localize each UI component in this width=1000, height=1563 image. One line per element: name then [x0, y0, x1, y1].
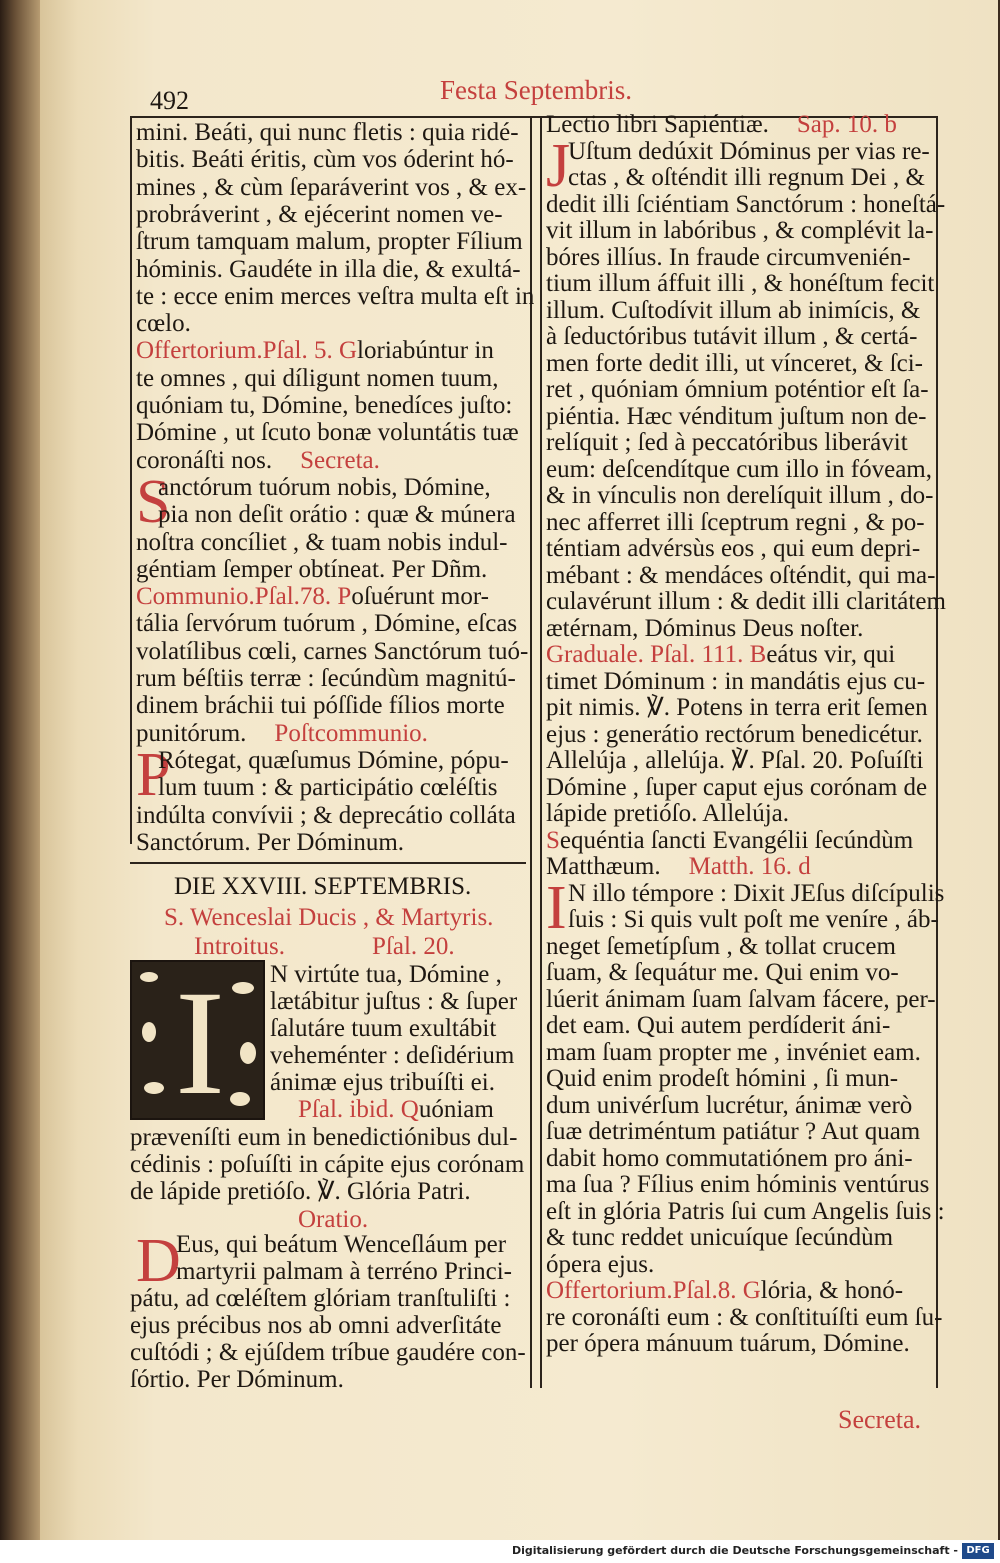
line-text: ópera ejus.: [546, 1250, 655, 1278]
line-text: piéntia. Hæc vénditum juſtum non de-: [546, 402, 927, 430]
column-line: [546, 667, 925, 696]
rubric: Communio.Pſal.78. P: [136, 583, 352, 611]
book-gutter: [0, 0, 40, 1540]
footer-bar: [0, 1540, 1000, 1563]
column-line: [546, 349, 923, 378]
column-line: [546, 110, 897, 139]
column-line: [136, 364, 498, 393]
column-line: [546, 1091, 912, 1120]
line-text: ejus : generátio rectórum benedicétur.: [546, 720, 923, 748]
feast-line: N virtúte tua, Dómine ,: [270, 961, 502, 988]
line-text: géntiam ſemper obtíneat. Per Dñm.: [136, 555, 488, 583]
drop-cap: P: [136, 740, 171, 809]
column-line: [546, 296, 920, 325]
feast-line: pátu, ad cœléſtem glóriam tranſtuliſti :: [130, 1285, 511, 1312]
line-text: noſtra concíliet , & tuam nobis indul-: [136, 528, 508, 556]
column-line: [136, 118, 519, 147]
column-line: [158, 746, 509, 775]
column-line: [546, 614, 863, 643]
line-text: anctórum tuórum nobis, Dómine,: [158, 473, 491, 501]
rubric-after: Poſtcommunio.: [274, 719, 428, 747]
ornate-initial-letter: I: [175, 960, 225, 1126]
column-line: [546, 190, 945, 219]
dfg-logo: DFG: [962, 1543, 994, 1559]
feast-line: ſalutáre tuum exultábit: [270, 1015, 497, 1042]
feast-date-heading: DIE XXVIII. SEPTEMBRIS.: [174, 873, 472, 900]
column-line: [546, 852, 811, 881]
column-line: [546, 1011, 890, 1040]
rubric: Offertorium.Pſal.8. G: [546, 1277, 761, 1304]
line-text: vit illum in labóribus , & complévit la-: [546, 217, 934, 244]
line-text: dabit homo commutatiónem pro áni-: [546, 1144, 913, 1172]
feast-line: cédinis : poſuíſti in cápite ejus corónam: [130, 1151, 525, 1178]
line-text: indúlta convívii ; & deprecátio colláta: [136, 801, 516, 829]
column-line: [546, 1170, 929, 1199]
column-line: [546, 269, 934, 298]
column-line: [546, 932, 896, 961]
column-line: [136, 391, 512, 420]
line-text: ma ſua ? Fílius enim hóminis ventúrus: [546, 1171, 930, 1198]
column-line: [136, 336, 494, 365]
line-text: coronáſti nos.: [136, 446, 273, 474]
feast-line: ejus précibus nos ab omni adverſitáte: [130, 1312, 502, 1339]
line-text: pia non deſit orátio : quæ & múnera: [158, 501, 516, 529]
column-line: [546, 773, 927, 802]
column-line: [136, 282, 534, 311]
line-text: lória, & honó-: [760, 1277, 904, 1304]
line-text: tália ſervórum tuórum , Dómine, eſcas: [136, 610, 518, 638]
column-line: [546, 402, 927, 431]
column-line: [158, 773, 498, 802]
right-column: [546, 110, 946, 1400]
column-line: [546, 746, 923, 775]
line-text: relíquit ; ſed à peccatóribus liberávit: [546, 429, 908, 456]
column-line: [546, 428, 908, 457]
introit-label: Introitus.: [194, 933, 285, 960]
column-line: [546, 1144, 913, 1173]
rubric-after: Sap. 10. b: [796, 111, 897, 138]
column-line: [136, 309, 191, 338]
column-line: [546, 1250, 654, 1279]
column-line: [546, 322, 917, 351]
column-line: [546, 243, 910, 272]
column-line: [546, 1197, 945, 1226]
rubric: Offertorium.Pſal. 5. G: [136, 337, 358, 365]
line-text: ſtrum tamquam malum, propter Fílium: [136, 228, 523, 256]
line-text: ſuæ detriméntum patiátur ? Aut quam: [546, 1118, 921, 1145]
feast-line: ánimæ ejus tribuíſti ei.: [270, 1069, 495, 1096]
column-line: [136, 801, 516, 830]
line-text: Matthæum.: [546, 853, 661, 880]
column-line: [158, 500, 516, 529]
feast-line: martyrii palmam à terréno Princi-: [176, 1258, 512, 1285]
column-line: [136, 609, 517, 638]
column-line: [136, 418, 519, 447]
line-text: te omnes , qui díligunt nomen tuum,: [136, 364, 499, 392]
line-text: mini. Beáti, qui nunc fletis : quia ridé-: [136, 119, 519, 146]
line-text: cœlo.: [136, 310, 191, 338]
psalm-ibid-rubric: Pſal. ibid. Q: [298, 1096, 419, 1123]
column-line: [136, 173, 526, 202]
column-line: [546, 1064, 898, 1093]
column-line: [546, 1329, 910, 1358]
column-line: [136, 828, 404, 857]
feast-line: ſórtio. Per Dóminum.: [130, 1366, 344, 1393]
column-line: [546, 1276, 903, 1305]
left-column: [136, 118, 535, 858]
line-text: Dómine , ut ſcuto bonæ voluntátis tuæ: [136, 419, 519, 447]
column-divider-right: [540, 116, 542, 1388]
line-text: ſuis : Si quis vult poſt me veníre , áb-: [568, 906, 939, 933]
line-text: timet Dóminum : in mandátis ejus cu-: [546, 667, 926, 695]
line-text: Lectio libri Sapiéntiæ.: [546, 111, 769, 138]
column-line: [546, 375, 929, 404]
line-text: probráverint , & ejécerint nomen ve-: [136, 200, 503, 228]
line-text: men forte dedit illi, ut vínceret, & ſci-: [546, 349, 923, 377]
line-text: punitórum.: [136, 719, 247, 747]
column-line: [568, 163, 925, 192]
line-text: eum: deſcendítque cum illo in fóveam,: [546, 455, 932, 483]
line-text: & tunc reddet unicuíque ſecúndùm: [546, 1224, 894, 1251]
line-text: rum béſtiis terræ : ſecúndùm magnitú-: [136, 665, 516, 692]
column-line: [136, 528, 507, 557]
line-text: det eam. Qui autem perdíderit áni-: [546, 1012, 891, 1039]
oratio-drop-cap: D: [136, 1227, 181, 1295]
column-line: [546, 216, 933, 245]
rubric: Graduale. Pſal. 111. B: [546, 641, 767, 668]
line-text: tium illum áffuit illi , & honéſtum fecit: [546, 270, 935, 297]
column-line: [136, 691, 505, 720]
feast-line: Eus, qui beátum Wenceſláum per: [176, 1231, 507, 1258]
line-text: mines , & cùm ſeparáverint vos , & ex-: [136, 173, 527, 201]
column-line: [136, 582, 489, 611]
catchword: Secreta.: [838, 1405, 922, 1434]
line-text: Rótegat, quæſumus Dómine, pópu-: [158, 746, 509, 774]
column-line: [546, 1117, 920, 1146]
line-text: Sanctórum. Per Dóminum.: [136, 828, 405, 856]
line-text: volatílibus cœli, carnes Sanctórum tuó-: [136, 637, 529, 665]
column-line: [158, 473, 491, 502]
column-line: [136, 664, 516, 693]
line-text: re coronáſti eum : & conſtituíſti eum ſu-: [546, 1303, 943, 1331]
column-line: [136, 637, 528, 666]
line-text: dum univérſum lucrétur, ánimæ verò: [546, 1091, 913, 1119]
line-text: téntiam advérsùs eos , qui eum depri-: [546, 535, 921, 562]
line-text: nec afferret illi ſceptrum regni , & po-: [546, 508, 925, 536]
feast-line: cuſtódi ; & ejúſdem tríbue gaudére con-: [130, 1339, 526, 1366]
column-line: [546, 958, 899, 987]
line-text: bitis. Beáti éritis, cùm vos óderint hó-: [136, 146, 514, 174]
line-text: equéntia ſancti Evangélii ſecúndùm: [559, 826, 914, 854]
line-text: à ſeductóribus tutávit illum , & certá-: [546, 323, 918, 350]
feast-separator: [130, 862, 526, 864]
line-text: lúerit ánimam ſuam ſalvam fácere, per-: [546, 985, 936, 1013]
column-line: [546, 455, 932, 484]
column-line: [136, 446, 380, 475]
column-line: [546, 587, 946, 616]
column-line: [136, 555, 487, 584]
line-text: dinem bráchii tui póſſide fílios morte: [136, 692, 505, 720]
column-line: [546, 799, 789, 828]
line-text: eátus vir, qui: [766, 641, 896, 668]
column-line: [546, 640, 895, 669]
feast-line: præveníſti eum in benedictiónibus dul-: [130, 1124, 518, 1151]
column-line: [546, 826, 913, 855]
drop-cap: S: [136, 467, 171, 536]
rubric-after: Secreta.: [300, 446, 380, 474]
line-text: loriabúntur in: [357, 337, 494, 365]
line-text: culavérunt illum : & dedit illi claritátem: [546, 588, 946, 615]
line-text: Quid enim prodeſt hómini , ſi mun-: [546, 1065, 899, 1092]
column-line: [546, 1038, 921, 1067]
ornate-initial: [130, 960, 265, 1126]
line-text: illum. Cuſtodívit illum ab inimícis, &: [546, 296, 921, 324]
column-line: [546, 534, 920, 563]
line-text: Allelúja , allelúja. ℣. Pſal. 20. Poſuíſti: [546, 747, 924, 774]
line-text: ſuam, & ſequátur me. Qui enim vo-: [546, 959, 899, 986]
line-text: ætérnam, Dóminus Deus noſter.: [546, 614, 864, 642]
feast-line: de lápide pretióſo. ℣. Glória Patri.: [130, 1178, 471, 1205]
line-text: lum tuum : & participátio cœléſtis: [158, 774, 498, 802]
column-line: [546, 508, 925, 537]
feast-line: lætábitur juſtus : & ſuper: [270, 988, 518, 1015]
line-text: lápide pretióſo. Allelúja.: [546, 800, 789, 827]
line-text: mébant : & mendáces oſténdit, qui ma-: [546, 561, 936, 589]
line-text: quóniam tu, Dómine, benedíces juſto:: [136, 392, 513, 419]
page-number: 492: [150, 86, 189, 115]
column-line: [136, 145, 514, 174]
footer-credit: Digitalisierung gefördert durch die Deutsche Forschungsgemeinschaft -: [511, 1544, 958, 1557]
line-text: mam ſuam propter me , invéniet eam.: [546, 1038, 921, 1066]
line-text: ret , quóniam ómnium poténtior eſt ſa-: [546, 376, 929, 403]
column-line: [546, 1223, 893, 1252]
rubric: S: [546, 826, 560, 854]
line-text: ctas , & oſténdit illi regnum Dei , &: [568, 164, 925, 191]
column-line: [136, 255, 521, 284]
line-text: pit nimis. ℣. Potens in terra erit ſemen: [546, 694, 928, 721]
column-line: [136, 200, 503, 229]
rubric-after: Matth. 16. d: [688, 853, 811, 880]
psalm-ibid-line: [298, 1095, 494, 1124]
line-text: per ópera mánuum tuárum, Dómine.: [546, 1330, 910, 1357]
introit-psalm: Pſal. 20.: [372, 933, 455, 960]
line-text: N illo témpore : Dixit JEſus diſcípulis: [568, 879, 945, 907]
column-line: [546, 693, 928, 722]
column-line: [568, 905, 939, 934]
column-line: [546, 720, 923, 749]
drop-cap: J: [546, 131, 571, 200]
oratio-label: Oratio.: [298, 1206, 369, 1233]
line-text: neget ſemetípſum , & tollat crucem: [546, 932, 896, 960]
column-line: [546, 481, 933, 510]
column-line: [136, 227, 523, 256]
line-text: bóres illíus. In fraude circumvenién-: [546, 243, 911, 271]
line-text: eſt in glória Patris ſui cum Angelis ſuis :: [546, 1197, 945, 1225]
line-text: & in vínculis non derelíquit illum , do-: [546, 482, 934, 509]
column-line: [546, 561, 935, 590]
left-border: [130, 116, 132, 844]
column-line: [546, 985, 936, 1014]
line-text: Dómine , ſuper caput ejus corónam de: [546, 773, 928, 801]
line-text: dedit illi ſciéntiam Sanctórum : honeſtá-: [546, 190, 946, 218]
column-line: [136, 719, 428, 748]
line-text: oſuérunt mor-: [351, 583, 489, 611]
column-line: [568, 879, 944, 908]
line-text: Uſtum dedúxit Dóminus per vias re-: [568, 137, 930, 165]
running-head: Festa Septembris.: [440, 75, 632, 105]
column-line: [546, 1303, 942, 1332]
drop-cap: I: [546, 873, 567, 942]
line-text: hóminis. Gaudéte in illa die, & exultá-: [136, 255, 521, 283]
line-text: te : ecce enim merces veſtra multa eſt in: [136, 282, 535, 310]
column-line: [568, 137, 930, 166]
psalm-ibid-text: uóniam: [418, 1096, 494, 1123]
feast-saint-heading: S. Wenceslai Ducis , & Martyris.: [164, 904, 494, 931]
feast-line: veheménter : deſidérium: [270, 1042, 515, 1069]
